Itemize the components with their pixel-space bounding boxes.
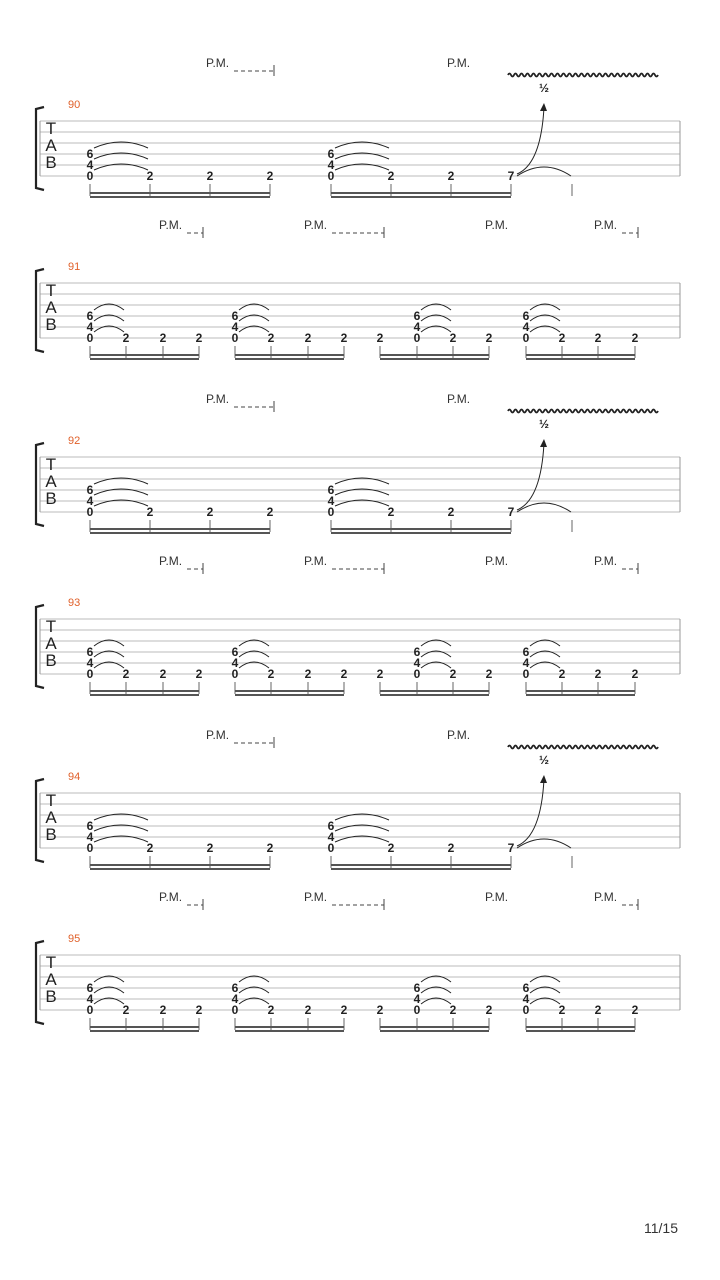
fret-number: 2 bbox=[266, 505, 274, 519]
fret-number: 6 bbox=[327, 483, 335, 497]
fret-number: 2 bbox=[340, 331, 348, 345]
measure-number: 95 bbox=[68, 933, 81, 945]
fret-number: 0 bbox=[231, 331, 239, 345]
staff-system-94 bbox=[36, 728, 680, 870]
fret-number: 0 bbox=[231, 667, 239, 681]
fret-number: 0 bbox=[522, 667, 530, 681]
beam-secondary bbox=[526, 694, 635, 696]
fret-number: 7 bbox=[507, 841, 515, 855]
palm-mute-label: P.M. bbox=[485, 554, 509, 568]
beam-primary bbox=[90, 1026, 199, 1028]
fret-number: 4 bbox=[522, 992, 530, 1006]
fret-number: 6 bbox=[86, 981, 94, 995]
tab-clef-letter: B bbox=[45, 315, 57, 334]
beam-secondary bbox=[235, 358, 344, 360]
fret-number: 0 bbox=[86, 841, 94, 855]
fret-number: 2 bbox=[266, 841, 274, 855]
fret-number: 0 bbox=[413, 331, 421, 345]
tab-clef-letter: A bbox=[45, 472, 57, 491]
fret-number: 2 bbox=[558, 667, 566, 681]
fret-number: 4 bbox=[86, 320, 94, 334]
beam-secondary bbox=[90, 532, 270, 534]
tab-clef-letter: A bbox=[45, 634, 57, 653]
fret-number: 6 bbox=[86, 309, 94, 323]
fret-number: 2 bbox=[594, 667, 602, 681]
fret-number: 2 bbox=[376, 1003, 384, 1017]
beam-primary bbox=[526, 690, 635, 692]
tab-clef-letter: A bbox=[45, 136, 57, 155]
fret-number: 4 bbox=[86, 656, 94, 670]
fret-number: 4 bbox=[522, 656, 530, 670]
fret-number: 2 bbox=[631, 667, 639, 681]
bend-curve bbox=[517, 443, 544, 510]
fret-number: 2 bbox=[206, 169, 214, 183]
fret-number: 2 bbox=[304, 1003, 312, 1017]
bend-arrowhead bbox=[540, 103, 547, 111]
fret-number: 2 bbox=[195, 1003, 203, 1017]
beam-secondary bbox=[235, 1030, 344, 1032]
fret-number: 0 bbox=[413, 1003, 421, 1017]
fret-number: 2 bbox=[195, 331, 203, 345]
palm-mute-label: P.M. bbox=[159, 554, 183, 568]
tab-clef-letter: T bbox=[45, 455, 57, 474]
palm-mute-label: P.M. bbox=[159, 218, 183, 232]
fret-number: 2 bbox=[558, 1003, 566, 1017]
fret-number: 2 bbox=[594, 331, 602, 345]
fret-number: 2 bbox=[122, 1003, 130, 1017]
fret-number: 0 bbox=[86, 1003, 94, 1017]
fret-number: 2 bbox=[447, 169, 455, 183]
fret-number: 0 bbox=[413, 667, 421, 681]
beam-primary bbox=[380, 1026, 489, 1028]
fret-number: 6 bbox=[327, 147, 335, 161]
beam-secondary bbox=[235, 694, 344, 696]
tab-clef-letter: B bbox=[45, 651, 57, 670]
palm-mute-label: P.M. bbox=[304, 218, 328, 232]
beam-primary bbox=[235, 690, 344, 692]
fret-number: 6 bbox=[413, 645, 421, 659]
palm-mute-label: P.M. bbox=[447, 56, 471, 70]
fret-number: 2 bbox=[266, 169, 274, 183]
bend-curve bbox=[517, 779, 544, 846]
page-number: 11/15 bbox=[644, 1220, 678, 1236]
beam-primary bbox=[331, 864, 511, 866]
fret-number: 2 bbox=[340, 667, 348, 681]
fret-number: 6 bbox=[327, 819, 335, 833]
fret-number: 4 bbox=[327, 158, 335, 172]
tab-clef-letter: T bbox=[45, 119, 57, 138]
beam-secondary bbox=[380, 1030, 489, 1032]
palm-mute-label: P.M. bbox=[206, 728, 230, 742]
bend-amount: ½ bbox=[538, 417, 550, 431]
fret-number: 0 bbox=[327, 169, 335, 183]
fret-number: 2 bbox=[146, 841, 154, 855]
fret-number: 6 bbox=[86, 483, 94, 497]
beam-secondary bbox=[331, 868, 511, 870]
tab-clef-letter: B bbox=[45, 153, 57, 172]
fret-number: 2 bbox=[206, 841, 214, 855]
beam-primary bbox=[526, 1026, 635, 1028]
vibrato-line bbox=[508, 746, 658, 749]
staff-system-90 bbox=[36, 56, 680, 198]
fret-number: 4 bbox=[327, 830, 335, 844]
tab-clef-letter: A bbox=[45, 298, 57, 317]
palm-mute-label: P.M. bbox=[485, 890, 509, 904]
fret-number: 2 bbox=[387, 841, 395, 855]
staff-system-95 bbox=[36, 890, 680, 1032]
fret-number: 4 bbox=[86, 158, 94, 172]
fret-number: 4 bbox=[86, 494, 94, 508]
bend-curve bbox=[517, 107, 544, 174]
beam-primary bbox=[90, 354, 199, 356]
fret-number: 2 bbox=[146, 169, 154, 183]
fret-number: 2 bbox=[449, 331, 457, 345]
palm-mute-label: P.M. bbox=[594, 890, 618, 904]
vibrato-line bbox=[508, 410, 658, 413]
palm-mute-label: P.M. bbox=[447, 392, 471, 406]
beam-secondary bbox=[90, 358, 199, 360]
beam-secondary bbox=[331, 196, 511, 198]
fret-number: 4 bbox=[413, 992, 421, 1006]
beam-secondary bbox=[526, 1030, 635, 1032]
fret-number: 2 bbox=[631, 1003, 639, 1017]
beam-primary bbox=[380, 690, 489, 692]
bend-amount: ½ bbox=[538, 81, 550, 95]
beam-primary bbox=[90, 528, 270, 530]
beam-secondary bbox=[90, 1030, 199, 1032]
tab-clef-letter: B bbox=[45, 987, 57, 1006]
palm-mute-label: P.M. bbox=[447, 728, 471, 742]
fret-number: 2 bbox=[304, 667, 312, 681]
fret-number: 2 bbox=[159, 331, 167, 345]
beam-secondary bbox=[90, 694, 199, 696]
measure-number: 93 bbox=[68, 597, 81, 609]
beam-primary bbox=[90, 690, 199, 692]
fret-number: 4 bbox=[522, 320, 530, 334]
fret-number: 2 bbox=[594, 1003, 602, 1017]
palm-mute-label: P.M. bbox=[206, 392, 230, 406]
fret-number: 6 bbox=[86, 819, 94, 833]
fret-number: 6 bbox=[231, 981, 239, 995]
fret-number: 2 bbox=[387, 505, 395, 519]
fret-number: 6 bbox=[522, 309, 530, 323]
fret-number: 4 bbox=[86, 992, 94, 1006]
palm-mute-label: P.M. bbox=[304, 890, 328, 904]
fret-number: 2 bbox=[159, 1003, 167, 1017]
beam-secondary bbox=[380, 358, 489, 360]
fret-number: 2 bbox=[267, 667, 275, 681]
beam-secondary bbox=[90, 196, 270, 198]
palm-mute-label: P.M. bbox=[206, 56, 230, 70]
fret-number: 6 bbox=[231, 645, 239, 659]
fret-number: 2 bbox=[267, 331, 275, 345]
measure-number: 92 bbox=[68, 435, 81, 447]
fret-number: 2 bbox=[485, 331, 493, 345]
fret-number: 0 bbox=[86, 331, 94, 345]
fret-number: 2 bbox=[195, 667, 203, 681]
fret-number: 2 bbox=[449, 667, 457, 681]
beam-secondary bbox=[331, 532, 511, 534]
staff-system-93 bbox=[36, 554, 680, 696]
beam-primary bbox=[90, 864, 270, 866]
fret-number: 7 bbox=[507, 169, 515, 183]
fret-number: 0 bbox=[231, 1003, 239, 1017]
tab-clef-letter: A bbox=[45, 808, 57, 827]
tab-clef-letter: B bbox=[45, 825, 57, 844]
tab-clef-letter: T bbox=[45, 281, 57, 300]
fret-number: 4 bbox=[231, 656, 239, 670]
fret-number: 0 bbox=[327, 505, 335, 519]
fret-number: 0 bbox=[522, 331, 530, 345]
fret-number: 0 bbox=[86, 169, 94, 183]
beam-primary bbox=[235, 1026, 344, 1028]
fret-number: 2 bbox=[159, 667, 167, 681]
fret-number: 2 bbox=[146, 505, 154, 519]
bend-amount: ½ bbox=[538, 753, 550, 767]
palm-mute-label: P.M. bbox=[594, 218, 618, 232]
tab-clef-letter: T bbox=[45, 791, 57, 810]
beam-secondary bbox=[380, 694, 489, 696]
fret-number: 0 bbox=[86, 505, 94, 519]
fret-number: 6 bbox=[522, 981, 530, 995]
palm-mute-label: P.M. bbox=[304, 554, 328, 568]
fret-number: 6 bbox=[86, 147, 94, 161]
bend-arrowhead bbox=[540, 775, 547, 783]
beam-primary bbox=[380, 354, 489, 356]
staff-system-91 bbox=[36, 218, 680, 360]
fret-number: 6 bbox=[413, 981, 421, 995]
fret-number: 4 bbox=[327, 494, 335, 508]
fret-number: 0 bbox=[327, 841, 335, 855]
fret-number: 2 bbox=[376, 331, 384, 345]
tab-clef-letter: T bbox=[45, 617, 57, 636]
palm-mute-label: P.M. bbox=[159, 890, 183, 904]
fret-number: 4 bbox=[231, 320, 239, 334]
palm-mute-label: P.M. bbox=[594, 554, 618, 568]
fret-number: 2 bbox=[376, 667, 384, 681]
fret-number: 2 bbox=[558, 331, 566, 345]
beam-secondary bbox=[526, 358, 635, 360]
fret-number: 2 bbox=[485, 667, 493, 681]
fret-number: 2 bbox=[206, 505, 214, 519]
fret-number: 2 bbox=[485, 1003, 493, 1017]
fret-number: 2 bbox=[122, 331, 130, 345]
tab-clef-letter: T bbox=[45, 953, 57, 972]
fret-number: 0 bbox=[522, 1003, 530, 1017]
vibrato-line bbox=[508, 74, 658, 77]
fret-number: 6 bbox=[413, 309, 421, 323]
beam-primary bbox=[331, 192, 511, 194]
measure-number: 91 bbox=[68, 261, 81, 273]
fret-number: 2 bbox=[447, 505, 455, 519]
fret-number: 2 bbox=[304, 331, 312, 345]
tab-clef-letter: A bbox=[45, 970, 57, 989]
tab-clef-letter: B bbox=[45, 489, 57, 508]
beam-primary bbox=[331, 528, 511, 530]
fret-number: 0 bbox=[86, 667, 94, 681]
fret-number: 7 bbox=[507, 505, 515, 519]
beam-primary bbox=[526, 354, 635, 356]
palm-mute-label: P.M. bbox=[485, 218, 509, 232]
fret-number: 2 bbox=[447, 841, 455, 855]
fret-number: 6 bbox=[231, 309, 239, 323]
staff-system-92 bbox=[36, 392, 680, 534]
fret-number: 2 bbox=[449, 1003, 457, 1017]
fret-number: 6 bbox=[522, 645, 530, 659]
fret-number: 2 bbox=[122, 667, 130, 681]
fret-number: 4 bbox=[413, 320, 421, 334]
fret-number: 2 bbox=[340, 1003, 348, 1017]
fret-number: 2 bbox=[267, 1003, 275, 1017]
fret-number: 2 bbox=[631, 331, 639, 345]
fret-number: 6 bbox=[86, 645, 94, 659]
bend-arrowhead bbox=[540, 439, 547, 447]
beam-secondary bbox=[90, 868, 270, 870]
measure-number: 90 bbox=[68, 99, 81, 111]
beam-primary bbox=[235, 354, 344, 356]
beam-primary bbox=[90, 192, 270, 194]
fret-number: 4 bbox=[86, 830, 94, 844]
measure-number: 94 bbox=[68, 771, 81, 783]
fret-number: 4 bbox=[413, 656, 421, 670]
fret-number: 4 bbox=[231, 992, 239, 1006]
fret-number: 2 bbox=[387, 169, 395, 183]
